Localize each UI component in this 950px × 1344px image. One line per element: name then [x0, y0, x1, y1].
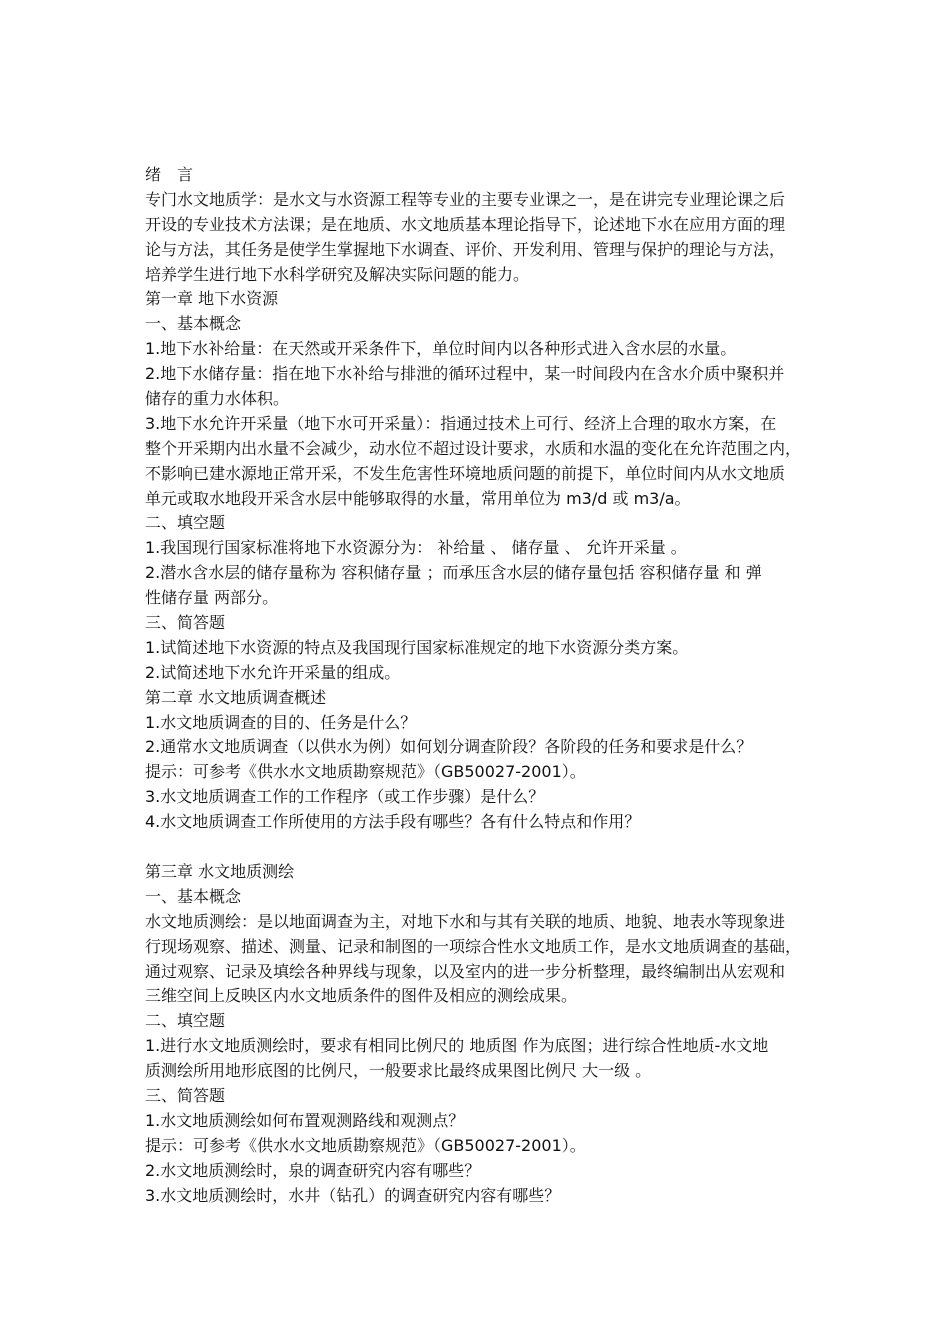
section-title: 绪 言	[145, 165, 194, 184]
chapter-heading: 第二章 水文地质调查概述	[145, 687, 327, 707]
chapter-heading: 第三章 水文地质测绘	[145, 861, 295, 881]
subsection-heading: 二、填空题	[145, 1011, 226, 1031]
paragraph-line: 水文地质测绘：是以地面调查为主，对地下水和与其有关联的地质、地貌、地表水等现象进	[145, 911, 786, 931]
paragraph-line: 论与方法，其任务是使学生掌握地下水调查、评价、开发利用、管理与保护的理论与方法，	[145, 239, 786, 259]
paragraph-line: 培养学生进行地下水科学研究及解决实际问题的能力。	[145, 264, 530, 284]
paragraph-line: 2.地下水储存量：指在地下水补给与排泄的循环过程中，某一时间段内在含水介质中聚积并	[145, 364, 785, 384]
question-line: 4.水文地质调查工作所使用的方法手段有哪些？各有什么特点和作用？	[145, 812, 641, 832]
paragraph-line: 单元或取水地段开采含水层中能够取得的水量，常用单位为 m3/d 或 m3/a。	[145, 488, 691, 508]
paragraph-line: 3.地下水允许开采量（地下水可开采量）：指通过技术上可行、经济上合理的取水方案，在	[145, 413, 777, 433]
paragraph-line: 整个开采期内出水量不会减少，动水位不超过设计要求，水质和水温的变化在允许范围之内，	[145, 438, 802, 458]
subsection-heading: 三、简答题	[145, 613, 226, 633]
question-line: 2.通常水文地质调查（以供水为例）如何划分调查阶段？各阶段的任务和要求是什么？	[145, 737, 753, 757]
hint-line: 提示：可参考《供水水文地质勘察规范》（GB50027-2001）。	[145, 1135, 586, 1155]
fill-blank-line: 1.进行水文地质测绘时，要求有相同比例尺的 地质图 作为底图；进行综合性地质-水文地	[145, 1036, 769, 1056]
paragraph-line: 三维空间上反映区内水文地质条件的图件及相应的测绘成果。	[145, 986, 578, 1006]
question-line: 1.试简述地下水资源的特点及我国现行国家标准规定的地下水资源分类方案。	[145, 637, 689, 657]
paragraph-line: 1.地下水补给量：在天然或开采条件下，单位时间内以各种形式进入含水层的水量。	[145, 339, 737, 359]
subsection-heading: 一、基本概念	[145, 886, 242, 906]
paragraph-line: 专门水文地质学：是水文与水资源工程等专业的主要专业课之一，是在讲完专业理论课之后	[145, 189, 786, 209]
subsection-heading: 一、基本概念	[145, 314, 242, 334]
question-line: 2.水文地质测绘时，泉的调查研究内容有哪些？	[145, 1160, 481, 1180]
paragraph-line: 储存的重力水体积。	[145, 389, 290, 409]
question-line: 3.水文地质测绘时，水井（钻孔）的调查研究内容有哪些？	[145, 1185, 561, 1205]
paragraph-line: 行现场观察、描述、测量、记录和制图的一项综合性水文地质工作，是水文地质调查的基础，	[145, 936, 802, 956]
blank-line	[145, 835, 810, 860]
question-line: 2.试简述地下水允许开采量的组成。	[145, 662, 401, 682]
subsection-heading: 二、填空题	[145, 513, 226, 533]
paragraph-line: 不影响已建水源地正常开采，不发生危害性环境地质问题的前提下，单位时间内从水文地质	[145, 463, 786, 483]
fill-blank-line: 性储存量 两部分。	[145, 588, 279, 608]
chapter-heading: 第一章 地下水资源	[145, 289, 279, 309]
fill-blank-line: 质测绘所用地形底图的比例尺，一般要求比最终成果图比例尺 大一级 。	[145, 1061, 652, 1081]
document-page	[145, 163, 810, 1208]
fill-blank-line: 2.潜水含水层的储存量称为 容积储存量 ；而承压含水层的储存量包括 容积储存量 和 弹	[145, 563, 762, 583]
paragraph-line: 通过观察、记录及填绘各种界线与现象，以及室内的进一步分析整理，最终编制出从宏观和	[145, 961, 786, 981]
paragraph-line: 开设的专业技术方法课；是在地质、水文地质基本理论指导下，论述地下水在应用方面的理	[145, 214, 786, 234]
question-line: 1.水文地质测绘如何布置观测路线和观测点？	[145, 1110, 465, 1130]
fill-blank-line: 1.我国现行国家标准将地下水资源分为： 补给量 、 储存量 、 允许开采量 。	[145, 538, 687, 558]
question-line: 1.水文地质调查的目的、任务是什么？	[145, 712, 417, 732]
question-line: 3.水文地质调查工作的工作程序（或工作步骤）是什么？	[145, 787, 545, 807]
hint-line: 提示：可参考《供水水文地质勘察规范》（GB50027-2001）。	[145, 762, 586, 782]
subsection-heading: 三、简答题	[145, 1085, 226, 1105]
